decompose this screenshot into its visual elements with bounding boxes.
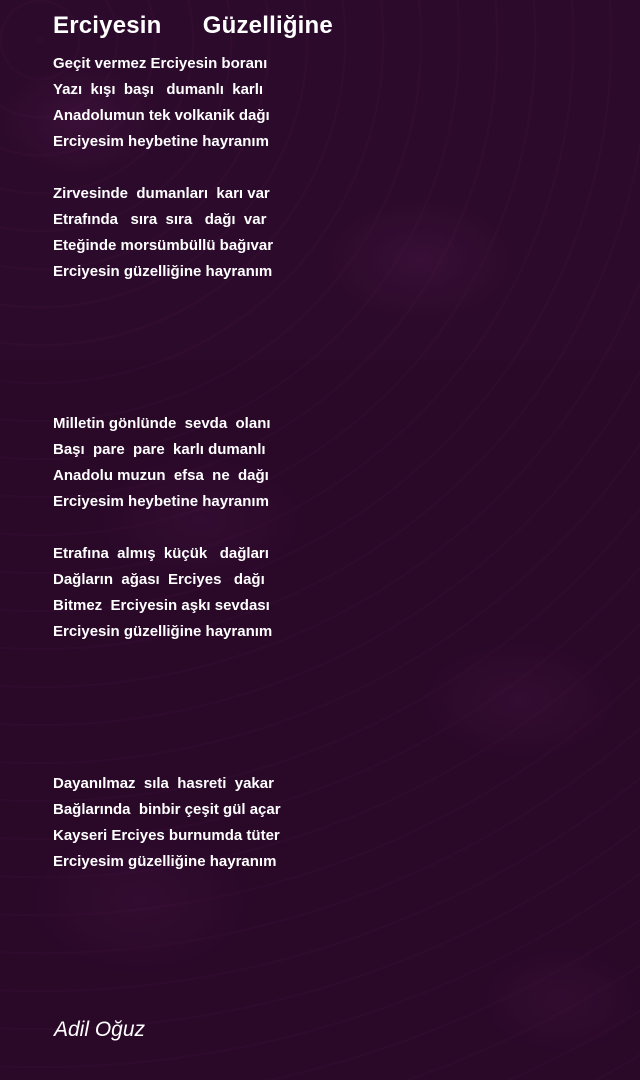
- poem-line: Erciyesin güzelliğine hayranım: [53, 263, 273, 280]
- poem-line: Etrafına almış küçük dağları: [53, 545, 269, 562]
- poem-line: Eteğinde morsümbüllü bağıvar: [53, 237, 274, 254]
- poem-line: Geçit vermez Erciyesin boranı: [53, 55, 268, 72]
- poem-stanza-5: [53, 771, 281, 875]
- poem-line: Bitmez Erciyesin aşkı sevdası: [53, 597, 270, 614]
- poem-stanza-4: [53, 541, 272, 645]
- poem-line: Zirvesinde dumanları karı var: [53, 185, 270, 202]
- poem-line: Bağlarında binbir çeşit gül açar: [53, 801, 281, 818]
- poem-stanza-1: [53, 51, 270, 155]
- poem-line: Başı pare pare karlı dumanlı: [53, 441, 266, 458]
- poem-line: Erciyesim heybetine hayranım: [53, 133, 269, 150]
- poem-line: Milletin gönlünde sevda olanı: [53, 415, 271, 432]
- poem-line: Erciyesim güzelliğine hayranım: [53, 853, 277, 870]
- poem-line: Anadolumun tek volkanik dağı: [53, 107, 270, 124]
- poem-line: Dayanılmaz sıla hasreti yakar: [53, 775, 274, 792]
- poem-line: Etrafında sıra sıra dağı var: [53, 211, 267, 228]
- poem-line: Anadolu muzun efsa ne dağı: [53, 467, 269, 484]
- poem-line: Dağların ağası Erciyes dağı: [53, 571, 265, 588]
- poem-line: Erciyesin güzelliğine hayranım: [53, 623, 273, 640]
- poem-title: Erciyesin Güzelliğine: [53, 12, 333, 39]
- poem-stanza-2: [53, 181, 273, 285]
- poem-line: Kayseri Erciyes burnumda tüter: [53, 827, 280, 844]
- poem-author: Adil Oğuz: [54, 1018, 146, 1041]
- poem-line: Yazı kışı başı dumanlı karlı: [53, 81, 264, 98]
- poem-stanza-3: [53, 411, 271, 515]
- poem-line: Erciyesim heybetine hayranım: [53, 493, 269, 510]
